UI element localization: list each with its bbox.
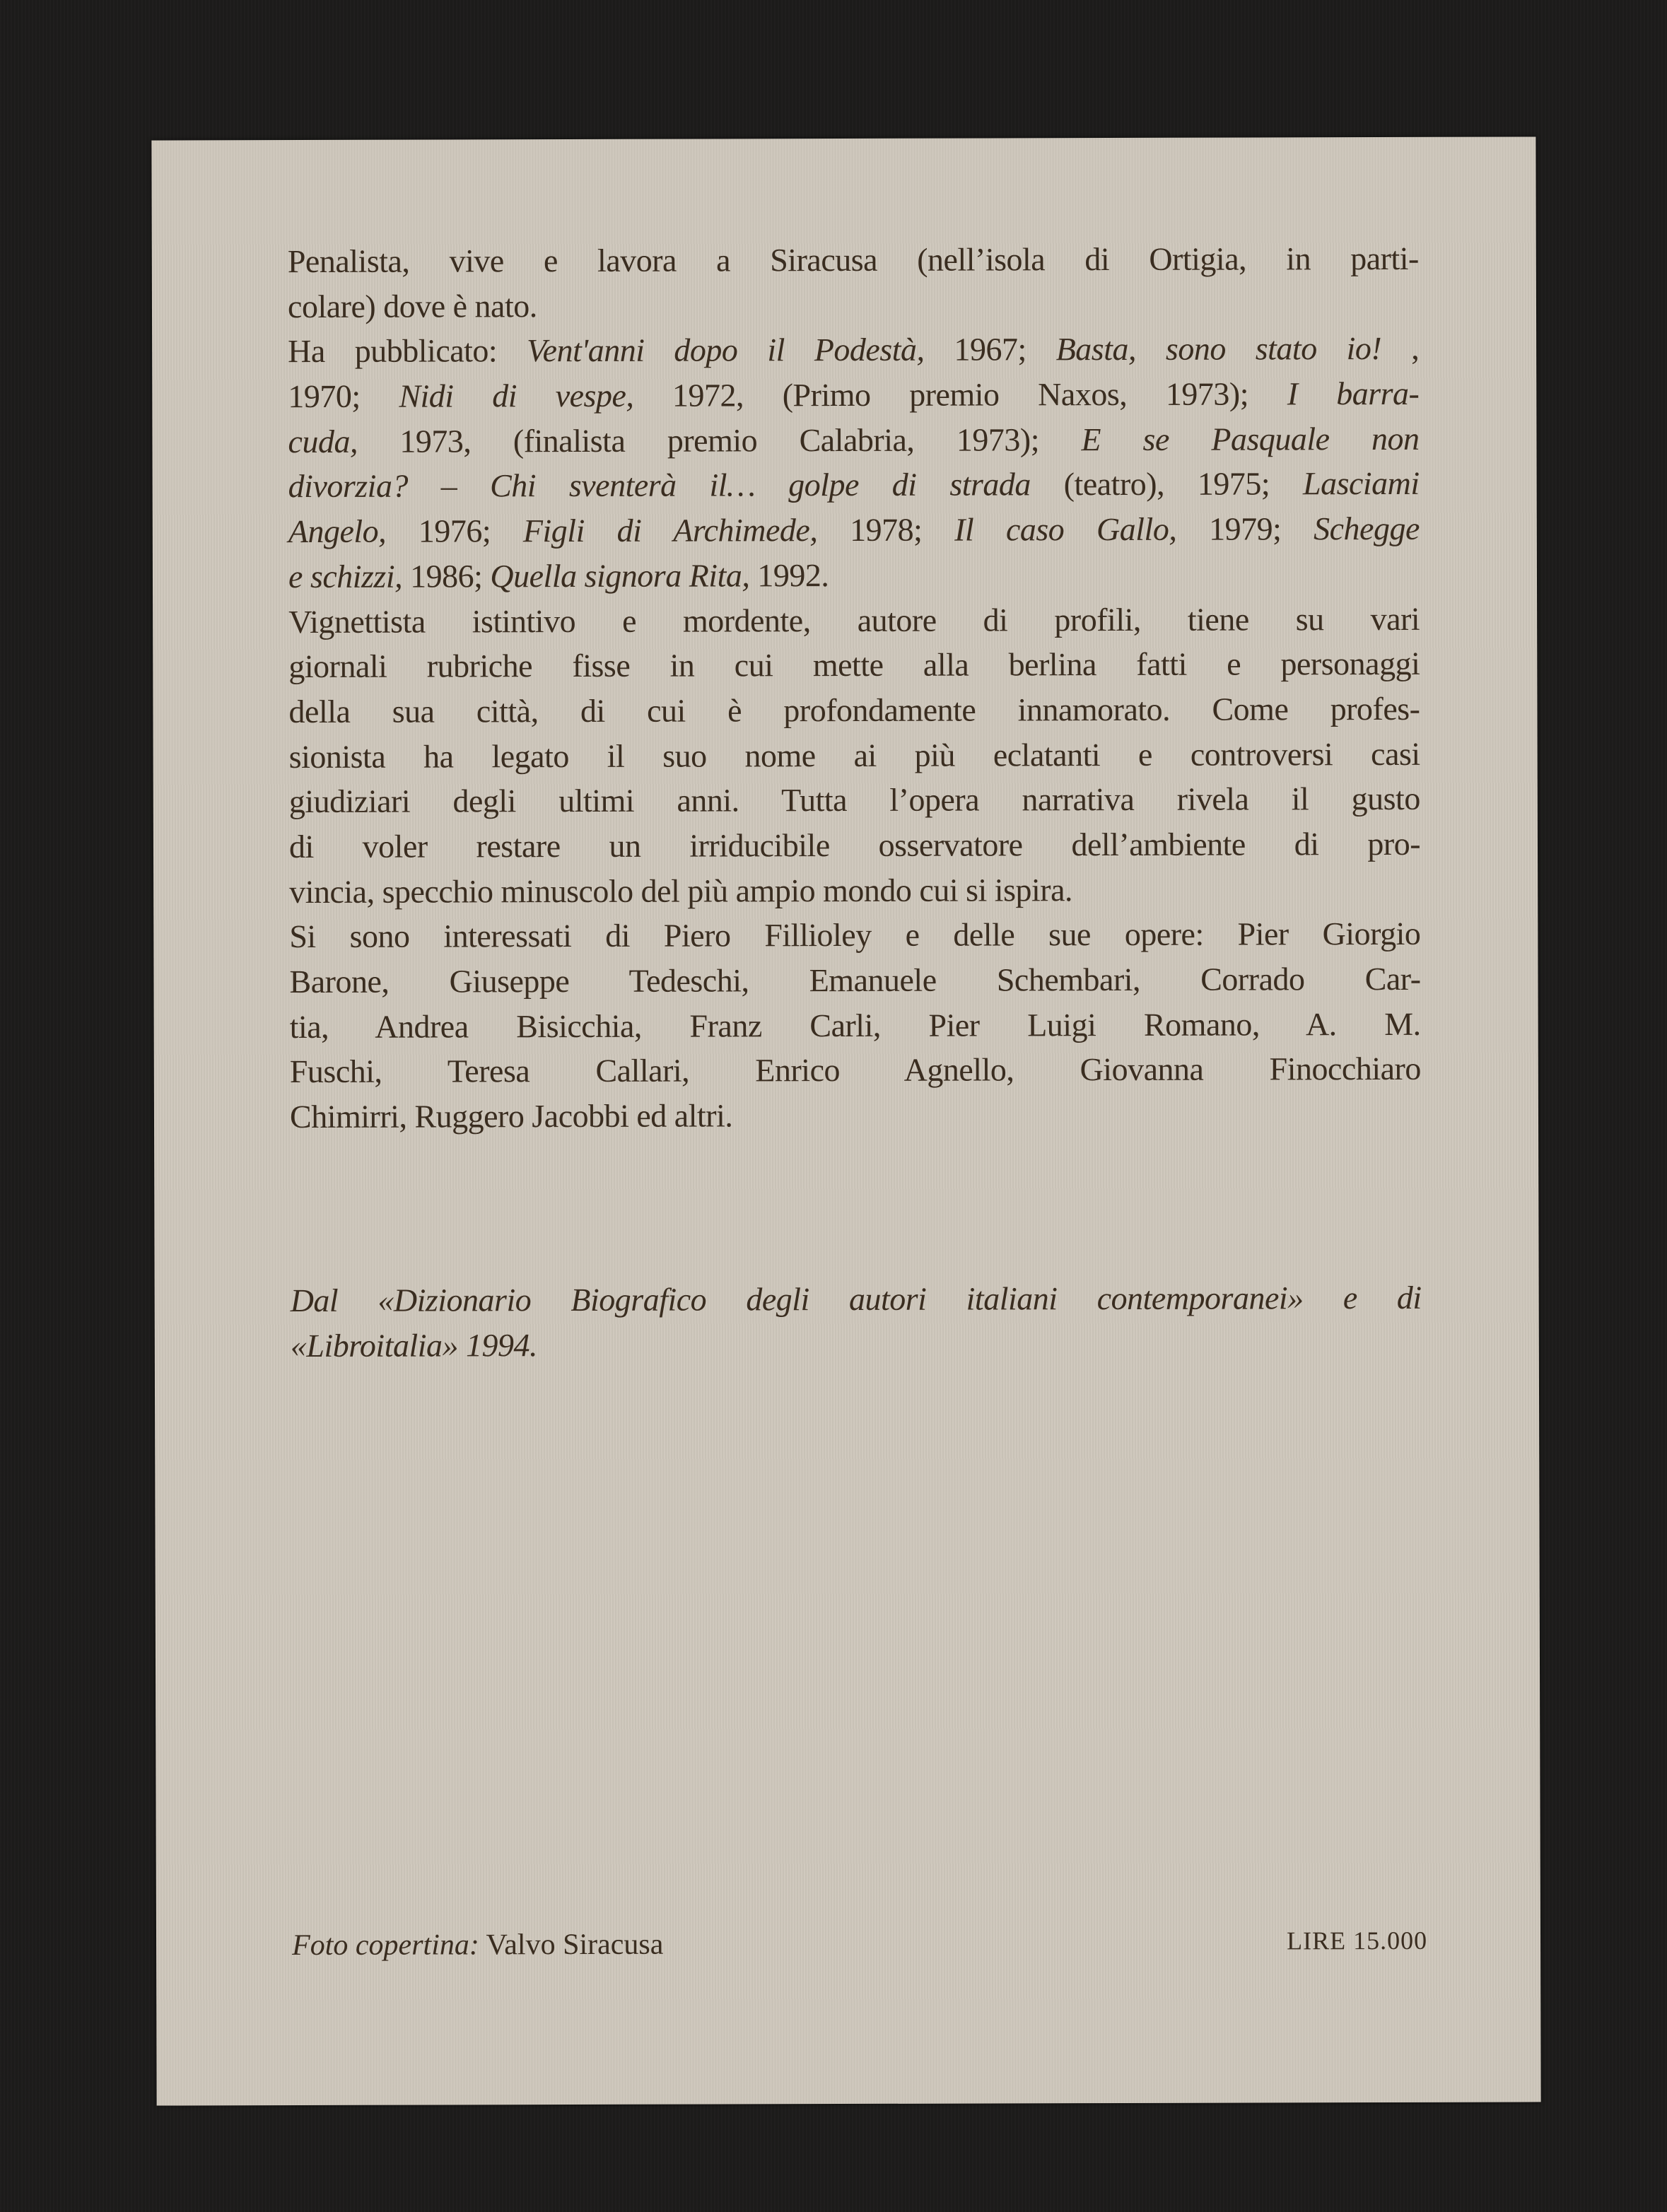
photo-credit-label: Foto copertina: [291, 1929, 479, 1962]
text-segment: cuda, [288, 423, 358, 460]
text-segment: Lasciami [1302, 465, 1420, 502]
book-back-cover [151, 136, 1540, 2105]
text-segment: (teatro), 1975; [1030, 465, 1304, 503]
biography-line [288, 461, 1420, 509]
biography-line [288, 506, 1420, 554]
biography-line [288, 596, 1420, 644]
biography-line [290, 1002, 1421, 1050]
text-segment: Figli di Archimede, [522, 512, 818, 549]
biography-line [288, 686, 1420, 735]
text-segment: Fuschi, Teresa Callari, Enrico Agnello, Giovanna Finocchiaro [289, 1051, 1421, 1090]
text-segment: 1992. [749, 556, 829, 594]
text-segment: Ha pubblicato: [288, 332, 527, 370]
text-segment: colare) dove è nato. [287, 287, 537, 324]
text-segment: E se Pasquale non [1081, 420, 1420, 457]
text-segment: vincia, specchio minuscolo del più ampio mondo cui si ispira. [289, 871, 1073, 910]
citation-line [291, 1321, 1422, 1369]
text-segment: giudiziari degli ultimi anni. Tutta l’opera narrativa rivela il gusto [288, 780, 1420, 820]
text-segment: 1972, (Primo premio Naxos, 1973); [633, 375, 1287, 414]
text-segment: Quella signora Rita, [490, 557, 750, 595]
source-citation [291, 1275, 1422, 1369]
citation-line [291, 1275, 1422, 1323]
text-segment: 1979; [1176, 510, 1314, 547]
photo-credit [292, 1928, 663, 1962]
biography-line [289, 821, 1420, 870]
photo-credit-name: Valvo Siracusa [479, 1928, 664, 1962]
text-segment: I barra- [1287, 375, 1420, 412]
text-segment: , [1381, 330, 1420, 367]
biography-line [288, 281, 1419, 329]
text-segment: giornali rubriche fisse in cui mette alla berlina fatti e personaggi [288, 645, 1420, 685]
text-segment: Nidi di vespe, [399, 377, 634, 414]
text-segment: di voler restare un irriducibile osservatore dell’ambiente di pro- [288, 825, 1421, 865]
biography-line [288, 416, 1419, 464]
biography-line [289, 956, 1420, 1005]
text-segment: 1978; [817, 511, 955, 549]
text-segment: divorzia? – Chi sventerà il… golpe di strada [288, 466, 1031, 505]
text-segment: Si sono interessati di Piero Fillioley e delle sue opere: Pier Giorgio [289, 915, 1421, 955]
text-segment: Basta, sono stato io! [1055, 330, 1382, 368]
text-segment: 1976; [386, 513, 523, 549]
text-segment: 1970; [288, 378, 399, 415]
biography-line [289, 866, 1420, 914]
biography-line [290, 1046, 1421, 1094]
text-segment: e schizzi, [288, 558, 403, 595]
biography-line [288, 551, 1420, 599]
text-segment: 1986; [402, 558, 491, 595]
text-segment: Angelo, [288, 513, 387, 550]
biography-line [289, 911, 1420, 959]
biography-line [288, 326, 1419, 374]
text-segment: 1973, (finalista premio Calabria, 1973); [357, 421, 1082, 460]
text-segment: «Libroitalia» 1994. [290, 1326, 538, 1364]
text-segment: 1967; [924, 331, 1056, 368]
text-segment: Vent'anni dopo il Podestà, [527, 332, 925, 369]
text-segment: Chimirri, Ruggero Jacobbi ed altri. [289, 1097, 733, 1135]
biography-line [288, 641, 1420, 689]
text-segment: Barone, Giuseppe Tedeschi, Emanuele Schembari, Corrado Car- [289, 960, 1421, 1000]
biography-line [288, 236, 1419, 284]
text-segment: Vignettista istintivo e mordente, autore di profili, tiene su vari [288, 600, 1420, 640]
text-segment: tia, Andrea Bisicchia, Franz Carli, Pier Luigi Romano, A. M. [289, 1005, 1421, 1045]
text-segment: Il caso Gallo, [954, 510, 1177, 548]
author-biography [288, 236, 1421, 1140]
text-segment: Penalista, vive e lavora a Siracusa (nell’isola di Ortigia, in parti- [287, 240, 1419, 280]
text-segment: della sua città, di cui è profondamente innamorato. Come profes- [288, 690, 1420, 730]
text-segment: Dal «Dizionario Biografico degli autori italiani contemporanei» e di [290, 1279, 1422, 1319]
price-label: LIRE 15.000 [1287, 1926, 1428, 1955]
text-segment: Schegge [1314, 510, 1420, 547]
biography-line [288, 371, 1419, 419]
biography-line [289, 776, 1420, 824]
biography-line [289, 731, 1420, 779]
biography-line [290, 1092, 1421, 1140]
text-segment: sionista ha legato il suo nome ai più eclatanti e controversi casi [288, 735, 1420, 775]
